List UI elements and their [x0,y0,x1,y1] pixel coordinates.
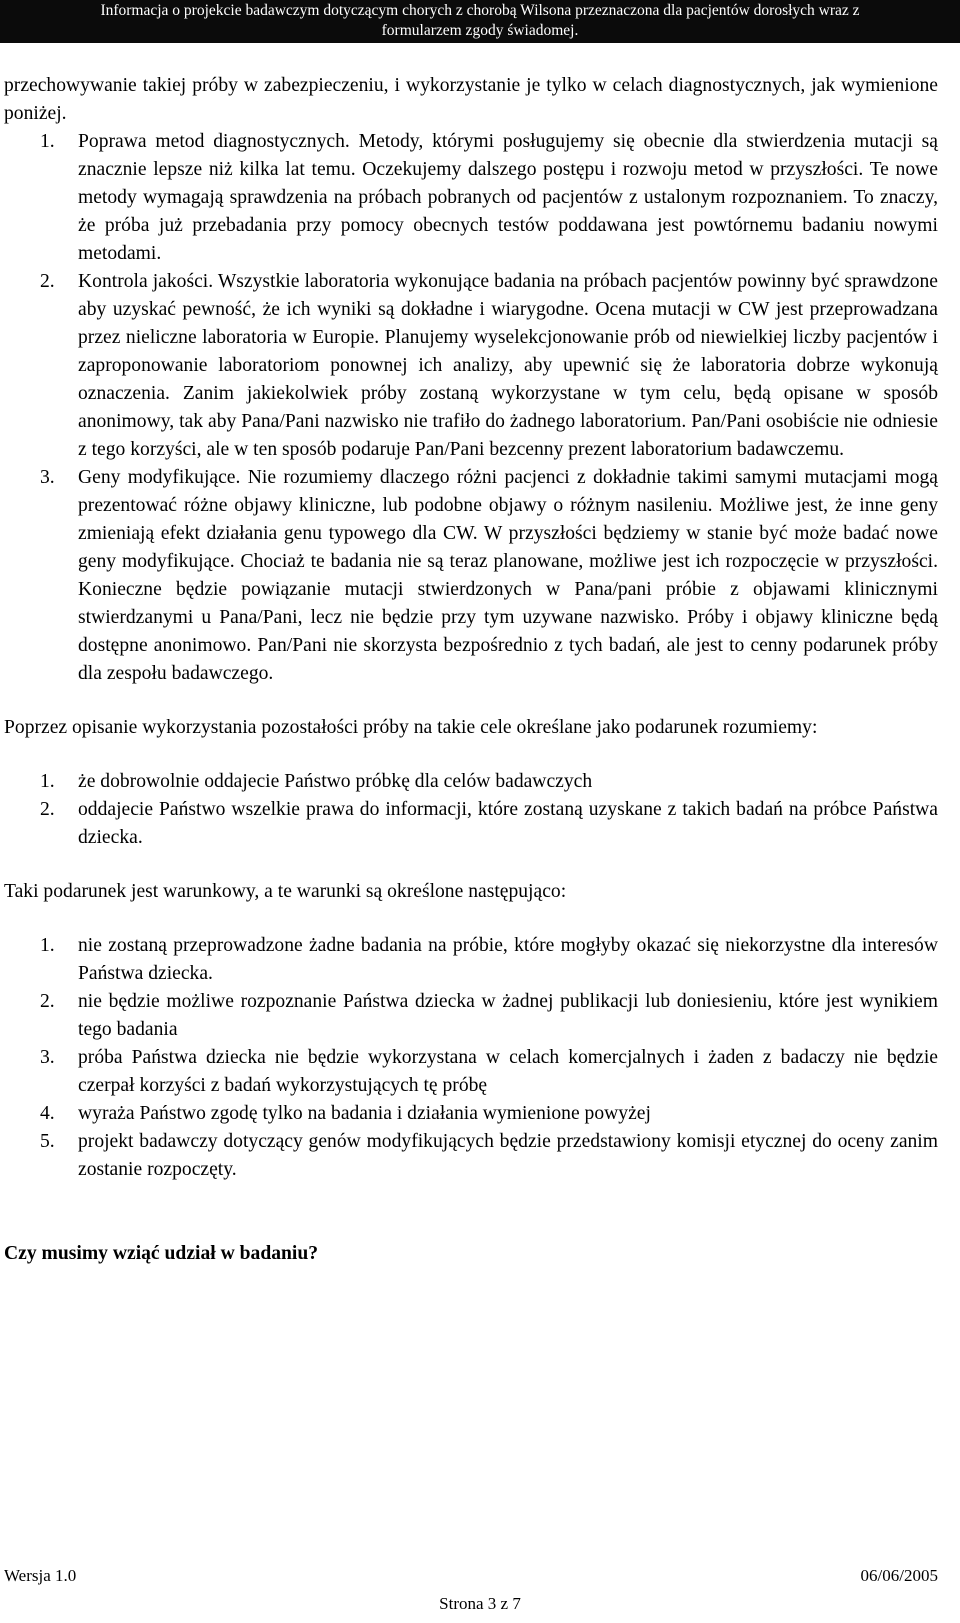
list-item [4,464,938,688]
section-heading: Czy musimy wziąć udział w badaniu? [4,1243,319,1264]
gift-list [4,768,938,852]
uses-list [4,128,938,688]
list-number: 3. [40,467,55,488]
gift-intro-paragraph: Poprzez opisanie wykorzystania pozostałości próby na takie cele określane jako podarunek rozumiemy: [4,717,818,738]
list-number: 5. [40,1131,55,1152]
list-number: 1. [40,131,55,152]
list-number: 4. [40,1103,55,1124]
list-item [4,1100,938,1128]
list-item [4,988,938,1044]
intro-paragraph: przechowywanie takiej próby w zabezpieczeniu, i wykorzystanie je tylko w celach diagnostycznych, jak wymienione poniżej. [4,75,938,124]
list-item [4,128,938,268]
list-number: 2. [40,991,55,1012]
list-text: próba Państwa dziecka nie będzie wykorzystana w celach komercjalnych i żaden z badaczy nie będzie czerpał korzyści z badań wykorzystujących tę próbę [78,1047,938,1096]
list-text: wyraża Państwo zgodę tylko na badania i działania wymienione powyżej [78,1103,651,1124]
list-text: projekt badawczy dotyczący genów modyfikujących będzie przedstawiony komisji etycznej do oceny zanim zostanie rozpoczęty. [78,1131,938,1180]
list-text: Poprawa metod diagnostycznych. Metody, którymi posługujemy się obecnie dla stwierdzenia mutacji są znacznie lepsze niż kilka lat temu. Oczekujemy dalszego postępu i rozwoju metod w przyszłości. Te nowe metody wymagają sprawdzenia na próbach pobranych od pacjentów z ustalonym rozpoznaniem. To znaczy, że próba już przebadania przy pomocy obecnych testów poddawana jest powtórnemu badaniu nowymi metodami. [78,131,938,264]
footer-date: 06/06/2005 [860,1566,938,1585]
conditions-intro-paragraph: Taki podarunek jest warunkowy, a te warunki są określone następująco: [4,881,567,902]
list-item [4,1128,938,1184]
list-item [4,768,938,796]
document-body [4,72,938,1268]
list-number: 1. [40,771,55,792]
conditions-list [4,932,938,1184]
list-item [4,268,938,464]
list-text: nie zostaną przeprowadzone żadne badania na próbie, które mogłyby okazać się niekorzystne dla interesów Państwa dziecka. [78,935,938,984]
list-number: 3. [40,1047,55,1068]
document-header [0,0,960,43]
list-text: oddajecie Państwo wszelkie prawa do informacji, które zostaną uzyskane z takich badań na próbce Państwa dziecka. [78,799,938,848]
list-item [4,932,938,988]
list-text: Kontrola jakości. Wszystkie laboratoria wykonujące badania na próbach pacjentów powinny być sprawdzone aby uzyskać pewność, że ich wyniki są dokładne i wiarygodne. Ocena mutacji w CW jest przeprowadzana przez nieliczne laboratoria w Europie. Planujemy wyselekcjonowanie prób od niewielkiej liczby pacjentów i zaproponowanie laboratoriom ponownej ich analizy, aby upewnić się że laboratoria dobrze wykonują oznaczenia. Zanim jakiekolwiek próby zostaną wykorzystane w tym celu, będą opisane w sposób anonimowy, tak aby Pana/Pani nazwisko nie trafiło do żadnego laboratorium. Pan/Pani osobiście nie odniesie z tego korzyści, ale w ten sposób podaruje Pan/Pani bezcenny prezent laboratorium badawczemu. [78,271,938,460]
list-text: Geny modyfikujące. Nie rozumiemy dlaczego różni pacjenci z dokładnie takimi samymi mutacjami mogą prezentować różne objawy kliniczne, lub podobne objawy o różnym nasileniu. Możliwe jest, że inne geny zmieniają efekt działania genu typowego dla CW. W przyszłości będziemy w stanie być może badać nowe geny modyfikujące. Chociaż te badania nie są teraz planowane, możliwe jest ich rozpoczęcie w przyszłości. Konieczne będzie powiązanie mutacji stwierdzonych w Pana/pani próbie z objawami klinicznymi stwierdzanymi u Pana/Pani, lecz nie będzie przy tym uzywane nazwisko. Próby i objawy kliniczne będą dostępne anonimowo. Pan/Pani nie skorzysta bezpośrednio z tych badań, ale jest to cenny podarunek próby dla zespołu badawczego. [78,467,938,684]
footer-page-number: Strona 3 z 7 [439,1594,521,1613]
list-number: 1. [40,935,55,956]
list-item [4,796,938,852]
list-text: że dobrowolnie oddajecie Państwo próbkę dla celów badawczych [78,771,593,792]
header-line-2: formularzem zgody świadomej. [381,22,579,39]
list-text: nie będzie możliwe rozpoznanie Państwa dziecka w żadnej publikacji lub doniesieniu, które jest wynikiem tego badania [78,991,938,1040]
footer-version: Wersja 1.0 [4,1566,77,1585]
header-line-1: Informacja o projekcie badawczym dotyczącym chorych z chorobą Wilsona przeznaczona dla pacjentów dorosłych wraz z [100,2,860,19]
list-number: 2. [40,271,55,292]
list-number: 2. [40,799,55,820]
list-item [4,1044,938,1100]
